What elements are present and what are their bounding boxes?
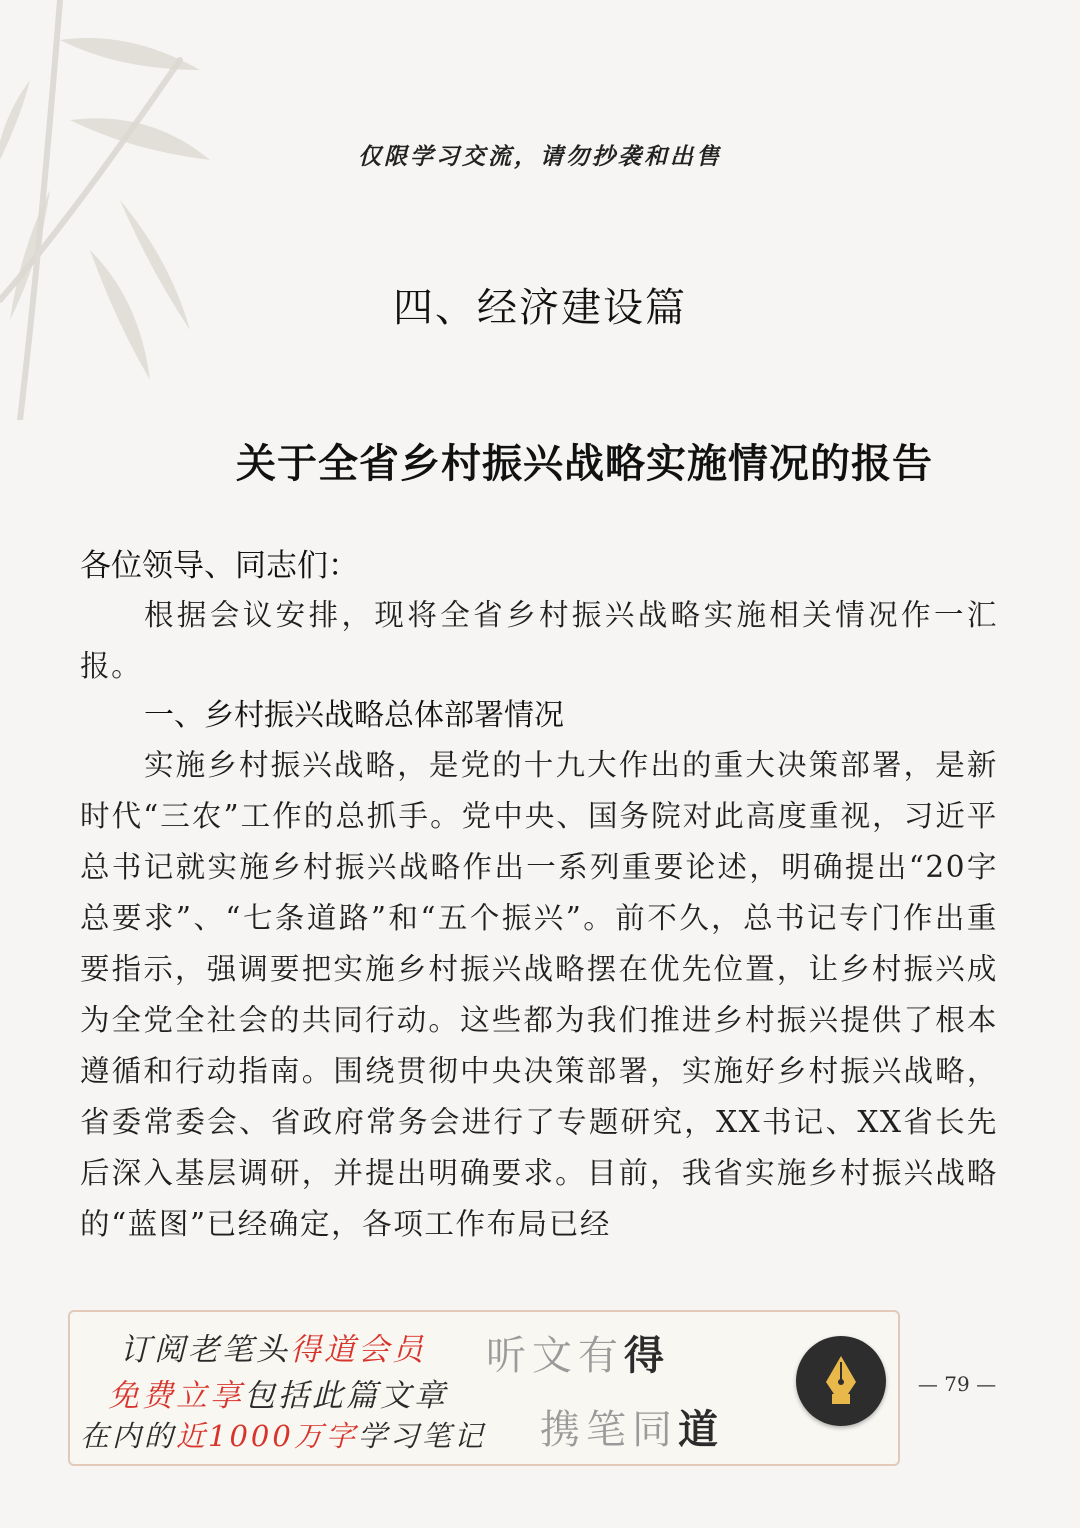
copyright-notice: 仅限学习交流，请勿抄袭和出售: [358, 143, 722, 170]
slogan-text: 携笔同: [540, 1407, 678, 1453]
slogan-emphasis: 道: [678, 1406, 724, 1453]
promo-banner[interactable]: [68, 1310, 900, 1466]
bamboo-decoration: [0, 0, 230, 420]
section-heading: 一、乡村振兴战略总体部署情况: [144, 698, 564, 733]
section-title: 四、经济建设篇: [393, 285, 687, 331]
slogan-line-1: [486, 1324, 670, 1381]
pen-nib-logo: [796, 1336, 886, 1426]
promo-highlight: 免费立享: [108, 1378, 244, 1414]
promo-text: 在内的: [80, 1419, 177, 1453]
promo-text: 学习笔记: [357, 1419, 486, 1453]
slogan-emphasis: 得: [624, 1332, 670, 1379]
promo-highlight: 近1000万字: [176, 1419, 358, 1453]
salutation: 各位领导、同志们：: [80, 548, 359, 584]
promo-line-1: [120, 1324, 426, 1369]
paragraph-body: 实施乡村振兴战略，是党的十九大作出的重大决策部署，是新时代“三农”工作的总抓手。党中央、国务院对此高度重视，习近平总书记就实施乡村振兴战略作出一系列重要论述，明确提出“20字总要求”、“七条道路”和“五个振兴”。前不久，总书记专门作出重要指示，强调要把实施乡村振兴战略摆在优先位置，让乡村振兴成为全党全社会的共同行动。这些都为我们推进乡村振兴提供了根本遵循和行动指南。围绕贯彻中央决策部署，实施好乡村振兴战略，省委常委会、省政府常务会进行了专题研究，XX书记、XX省长先后深入基层调研，并提出明确要求。目前，我省实施乡村振兴战略的“蓝图”已经确定，各项工作布局已经: [80, 748, 998, 1241]
slogan-text: 听文有: [486, 1333, 624, 1379]
pen-nib-icon: [796, 1336, 886, 1426]
page-number: — 79 —: [917, 1372, 997, 1396]
report-title: 关于全省乡村振兴战略实施情况的报告: [236, 441, 933, 487]
promo-line-2: [108, 1370, 448, 1415]
slogan-line-2: [540, 1398, 724, 1455]
promo-highlight: 得道会员: [290, 1332, 426, 1368]
promo-text: 包括此篇文章: [244, 1378, 448, 1414]
promo-text: 订阅老笔头: [120, 1332, 290, 1368]
paragraph-intro: 根据会议安排，现将全省乡村振兴战略实施相关情况作一汇报。: [80, 598, 998, 683]
promo-line-3: [80, 1414, 486, 1455]
